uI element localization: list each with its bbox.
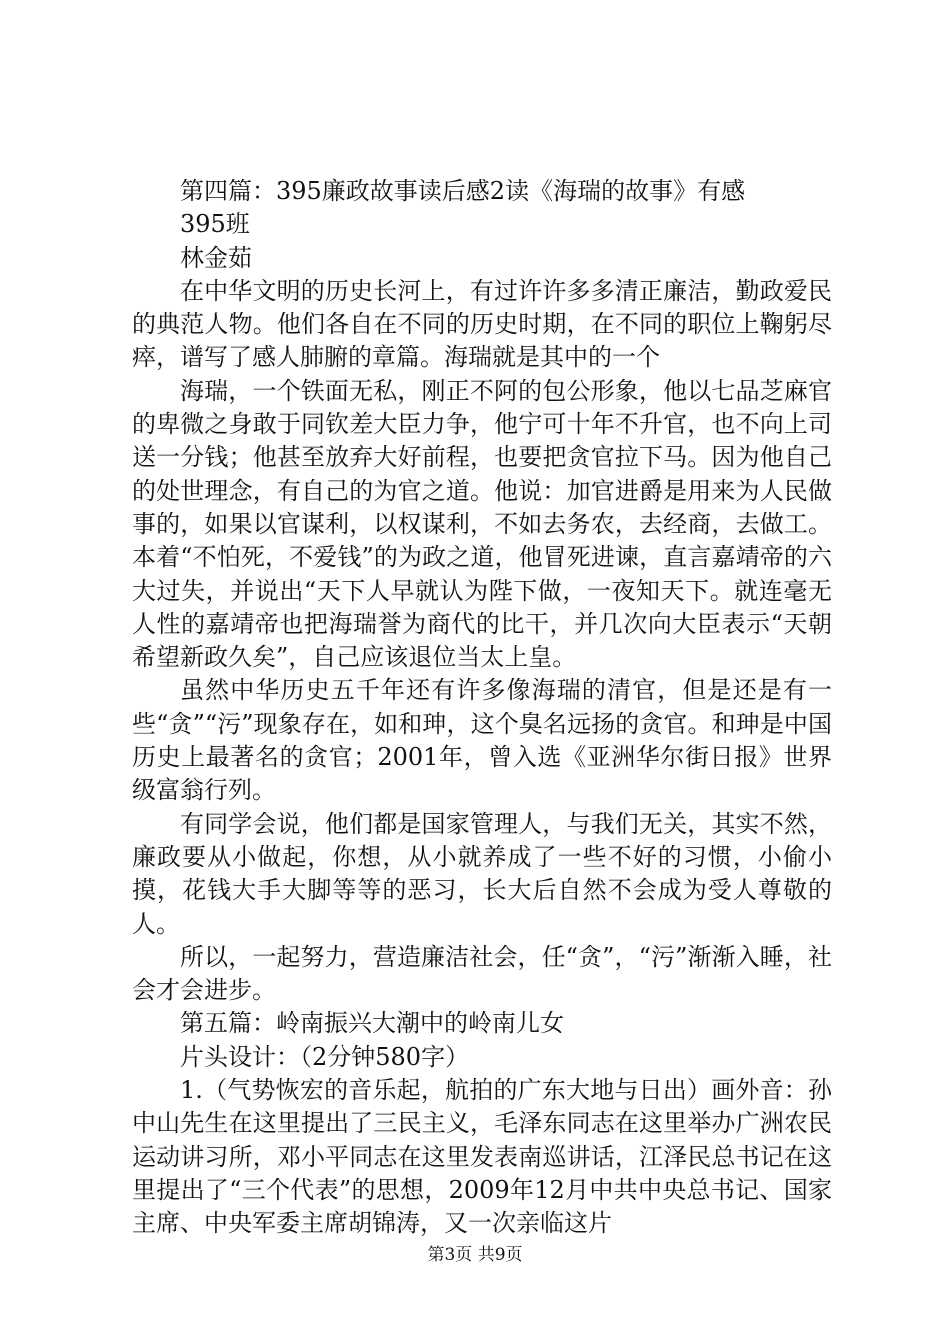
paragraph: 1.（气势恢宏的音乐起，航拍的广东大地与日出）画外音：孙中山先生在这里提出了三民主义，毛泽东同志在这里举办广洲农民运动讲习所，邓小平同志在这里发表南巡讲话，江泽民总书记在这里提出了“三个代表”的思想，2009年12月中共中央总书记、国家主席、中央军委主席胡锦涛，又一次亲临这片 <box>132 1076 832 1238</box>
opening-design-line: 片头设计：（2分钟580字） <box>180 1042 470 1071</box>
paragraph: 有同学会说，他们都是国家管理人，与我们无关，其实不然，廉政要从小做起，你想，从小就养成了一些不好的习惯，小偷小摸，花钱大手大脚等等的恶习，长大后自然不会成为受人尊敬的人。 <box>132 809 832 938</box>
page-footer: 第3页 共9页 <box>427 1245 523 1265</box>
class-line: 395班 <box>180 210 250 239</box>
paragraph: 所以，一起努力，营造廉洁社会，任“贪”，“污”渐渐入睡，社会才会进步。 <box>132 942 832 1005</box>
document-body <box>132 175 832 1241</box>
author-line: 林金茹 <box>180 243 252 272</box>
paragraph: 在中华文明的历史长河上，有过许许多多清正廉洁，勤政爱民的典范人物。他们各自在不同的历史时期，在不同的职位上鞠躬尽瘁，谱写了感人肺腑的章篇。海瑞就是其中的一个 <box>132 276 832 372</box>
heading-chapter-5: 第五篇：岭南振兴大潮中的岭南儿女 <box>180 1009 564 1038</box>
paragraph: 海瑞，一个铁面无私，刚正不阿的包公形象，他以七品芝麻官的卑微之身敢于同钦差大臣力争，他宁可十年不升官，也不向上司送一分钱；他甚至放弃大好前程，也要把贪官拉下马。因为他自己的处世理念，有自己的为官之道。他说：加官进爵是用来为人民做事的，如果以官谋利，以权谋利，不如去务农，去经商，去做工。本着“不怕死，不爱钱”的为政之道，他冒死进谏，直言嘉靖帝的六大过失，并说出“天下人早就认为陛下做，一夜知天下。就连毫无人性的嘉靖帝也把海瑞誉为商代的比干，并几次向大臣表示“天朝希望新政久矣”，自己应该退位当太上皇。 <box>132 376 832 672</box>
heading-chapter-4: 第四篇：395廉政故事读后感2读《海瑞的故事》有感 <box>180 177 746 205</box>
paragraph: 虽然中华历史五千年还有许多像海瑞的清官，但是还是有一些“贪”“污”现象存在，如和珅，这个臭名远扬的贪官。和珅是中国历史上最著名的贪官；2001年，曾入选《亚洲华尔街日报》世界级富翁行列。 <box>132 676 832 805</box>
